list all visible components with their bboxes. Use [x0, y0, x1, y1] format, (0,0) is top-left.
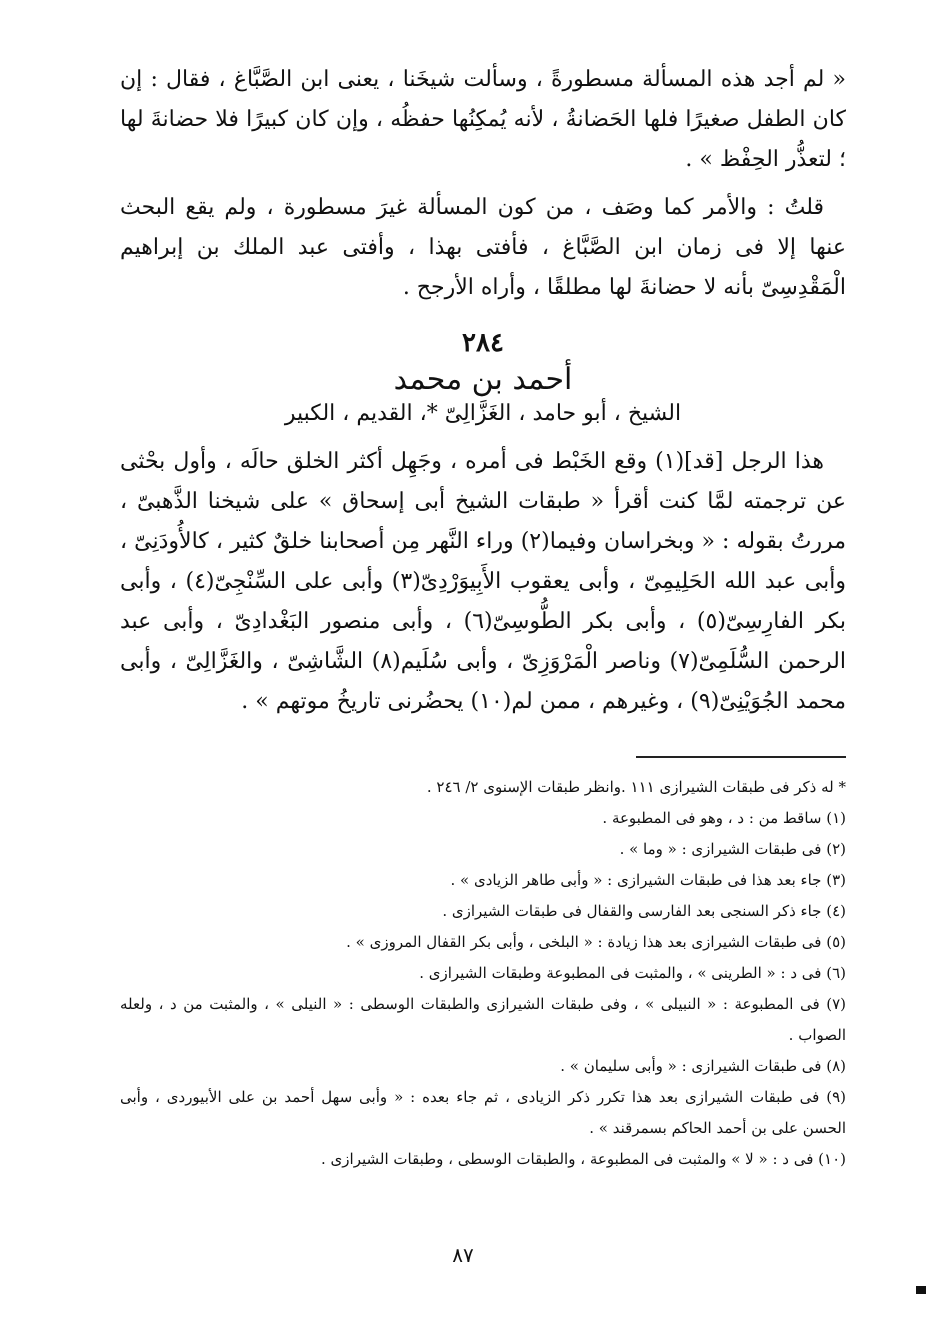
entry-title: أحمد بن محمد	[393, 362, 573, 397]
scan-mark	[916, 1286, 926, 1294]
page-number: ٨٧	[452, 1243, 474, 1267]
footnote: (١٠) فى د : « لا » والمثبت فى المطبوعة ، والطبقات الوسطى ، وطبقات الشيرازى .	[321, 1150, 846, 1168]
book-page	[120, 60, 846, 1175]
footnotes	[120, 772, 846, 1175]
footnote: (٧) فى المطبوعة : « النبيلى » ، وفى طبقات الشيرازى والطبقات الوسطى : « النيلى » ، والمثبت من د ، ولعله الصواب .	[120, 995, 846, 1044]
footnote: (٨) فى طبقات الشيرازى : « وأبى سليمان » .	[560, 1057, 846, 1075]
footnote: (٢) فى طبقات الشيرازى : « وما » .	[619, 840, 846, 858]
paragraph-quote: « لم أجد هذه المسألة مسطورةً ، وسألت شيخَنا ، يعنى ابن الصَّبَّاغ ، فقال : إن كان الطفل صغيرًا فلها الحَضانةُ ، لأنه يُمكِنُها حفظُه ، وإن كان كبيرًا فلا حضانةَ لها ؛ لتعذُّر الحِفْظ » .	[120, 67, 846, 172]
entry-number: ٢٨٤	[462, 328, 504, 358]
footnote: * له ذكر فى طبقات الشيرازى ١١١ .وانظر طبقات الإسنوى ٢/ ٢٤٦ .	[426, 778, 846, 796]
footnote: (٥) فى طبقات الشيرازى بعد هذا زيادة : « البلخى ، وأبى بكر القفال المروزى » .	[346, 933, 846, 951]
footnote: (٦) فى د : « الطرينى » ، والمثبت فى المطبوعة وطبقات الشيرازى .	[419, 964, 846, 982]
footnote: (٤) جاء ذكر السنجى بعد الفارسى والقفال فى طبقات الشيرازى .	[442, 902, 846, 920]
paragraph-comment: قلتُ : والأمر كما وصَف ، من كون المسألة غيرَ مسطورة ، ولم يقع البحث عنها إلا فى زمان ابن الصَّبَّاغ ، فأفتى بهذا ، وأفتى عبد الملك بن إبراهيم الْمَقْدِسِىّ بأنه لا حضانةَ لها مطلقًا ، وأراه الأرجح .	[120, 195, 846, 300]
footnote: (٩) فى طبقات الشيرازى بعد هذا تكرر ذكر الزيادى ، ثم جاء بعده : « وأبى سهل أحمد بن على الأبيوردى ، وأبى الحسن على بن أحمد الحاكم بسمرقند » .	[120, 1088, 846, 1137]
entry-subtitle: الشيخ ، أبو حامد ، الغَزَّالِىّ *، القديم ، الكبير	[284, 401, 682, 426]
footnote: (١) ساقط من : د ، وهو فى المطبوعة .	[602, 809, 846, 827]
footnote-divider	[636, 756, 846, 758]
paragraph-biography: هذا الرجل [قد](١) وقع الخَبْط فى أمره ، وجَهِل أكثر الخلق حالَه ، وأول بحْثى عن ترجمته لمَّا كنت أقرأ « طبقات الشيخ أبى إسحاق » على شيخنا الذَّهبىّ ، مررتُ بقوله : « وبخراسان وفيما(٢) وراء النَّهر مِن أصحابنا خلقٌ كثير ، كالأُودَنِىّ ، وأبى عبد الله الحَلِيمِىّ ، وأبى يعقوب الأَبِيوَرْدِىّ(٣) وأبى على السِّنْجِىّ(٤) ، وأبى بكر الفارِسِىّ(٥) ، وأبى بكر الطُّوسِىّ(٦) ، وأبى منصور البَغْدادِىّ ، وأبى عبد الرحمن السُّلَمِىّ(٧) وناصر الْمَرْوَزِىّ ، وأبى سُلَيم(٨) الشَّاشِىّ ، والغَزَّالِىّ ، وأبى محمد الجُوَيْنِىّ(٩) ، وغيرهم ، ممن لم(١٠) يحضُرنى تاريخُ موتهم » .	[120, 449, 846, 714]
footnote: (٣) جاء بعد هذا فى طبقات الشيرازى : « وأبى طاهر الزيادى » .	[450, 871, 846, 889]
